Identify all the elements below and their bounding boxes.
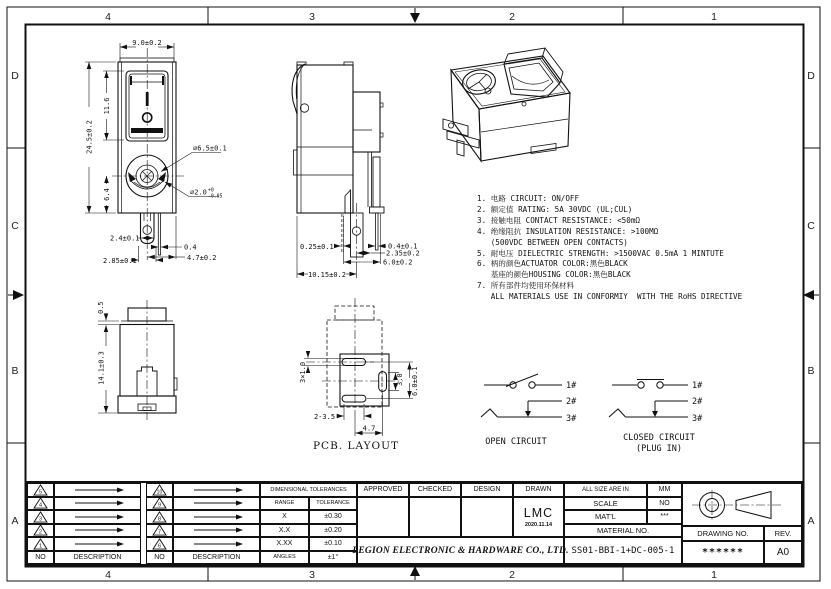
title-block [25, 481, 804, 566]
note-line: 4. 绝缘阻抗 INSULATION RESISTANCE: >100MΩ [477, 226, 659, 236]
company-name: LEGION ELECTRONIC & HARDWARE CO., LTD. [357, 537, 564, 564]
tolerance-value: ±0.10 [309, 537, 357, 551]
tolerances-title: DIMENSIONAL TOLERANCES [260, 483, 357, 497]
checked-header: CHECKED [409, 483, 461, 497]
checked-sign-cell [409, 497, 461, 538]
note-line: 2. 额定值 RATING: 5A 30VDC (UL;CUL) [477, 204, 633, 214]
revision-triangle-cell [146, 524, 173, 538]
zone-row: D [807, 70, 815, 82]
zone-row: B [807, 365, 815, 377]
projection-symbol-cell [682, 483, 802, 526]
front-view [118, 58, 176, 255]
revision-no: 2 [38, 529, 43, 536]
revision-desc-cell [54, 497, 141, 511]
material-no-label: MATERIAL NO. [564, 524, 682, 538]
revision-triangle-icon [33, 497, 48, 509]
dim-bottom-height: 14.1±0.3 [97, 351, 106, 385]
revision-no: 4 [38, 502, 43, 509]
dim-side-pin-off: 2.35±0.2 [386, 249, 420, 258]
terminal-label: 2# [692, 397, 703, 407]
zone-row: A [11, 515, 19, 527]
revision-no: 10 [156, 489, 163, 496]
dim-side-pin-t: 0.4±0.1 [388, 242, 418, 251]
terminal-label: 2# [566, 397, 577, 407]
pcb-label: PCB. LAYOUT [312, 440, 400, 452]
terminal-label: 3# [692, 414, 703, 424]
dim-front-pin-off: 4.7±0.2 [187, 254, 217, 262]
revision-no: 6 [157, 543, 162, 550]
revision-dash-arrow [190, 526, 244, 534]
note-line: 5. 耐电压 DIELECTRIC STRENGTH: >1500VAC 0.5mA 1 MINTUTE [477, 248, 724, 258]
zone-col: 1 [711, 11, 717, 23]
revision-triangle-cell [146, 483, 173, 497]
tolerance-value: ±0.20 [309, 524, 357, 538]
revision-triangle-icon [152, 538, 167, 550]
open-circuit-label: OPEN CIRCUIT [485, 437, 547, 447]
revision-no: 5 [38, 489, 43, 496]
dim-pcb-span-h: 4.7 [362, 424, 376, 433]
tolerance-range: X [260, 510, 309, 524]
revision-triangle-icon [33, 484, 48, 496]
revision-triangle-cell [27, 510, 54, 524]
bottom-view [118, 308, 177, 413]
zone-row: C [807, 220, 815, 232]
zone-col: 1 [711, 569, 717, 581]
zone-row: B [11, 365, 19, 377]
revision-dash-arrow [71, 499, 125, 507]
revision-desc-cell [173, 524, 260, 538]
revision-no-header: NO [146, 551, 173, 565]
size-unit: MM [647, 483, 682, 497]
zone-row: D [11, 70, 19, 82]
dim-pcb-slot-h: 3.0 [396, 373, 404, 386]
dim-pcb-span-v: 6.0±0.1 [411, 366, 419, 396]
material-no: SS01-BBI-1+DC-005-1 [564, 537, 682, 564]
closed-circuit-label: CLOSED CIRCUIT [623, 433, 695, 443]
zone-row: C [11, 220, 19, 232]
iso-view [443, 48, 570, 161]
dimensions [85, 43, 413, 436]
revision-triangle-icon [152, 524, 167, 536]
revision-no: 1 [38, 543, 43, 550]
circuit-texts [485, 381, 703, 454]
revision-triangle-icon [152, 511, 167, 523]
scale-label: SCALE [564, 497, 647, 511]
note-line: 3. 接触电阻 CONTACT RESISTANCE: <50mΩ [477, 215, 640, 225]
revision-triangle-icon [33, 511, 48, 523]
rev-value: A0 [764, 541, 802, 564]
revision-dash-arrow [190, 486, 244, 494]
zone-col: 4 [105, 11, 111, 23]
revision-dash-arrow [71, 526, 125, 534]
revision-triangle-cell [27, 483, 54, 497]
scale-value: NO [647, 497, 682, 511]
revision-desc-cell [173, 537, 260, 551]
drawing-no-value: ****** [682, 541, 764, 564]
revision-dash-arrow [71, 486, 125, 494]
closed-circuit-sublabel: (PLUG IN) [635, 444, 683, 454]
revision-triangle-icon [152, 497, 167, 509]
revision-dash-arrow [190, 540, 244, 548]
zone-col: 3 [309, 11, 315, 23]
dim-front-pin-w: 2.4±0.1 [110, 234, 140, 243]
dim-front-shaft-minus: -0.05 [208, 194, 223, 200]
revision-no-header: NO [27, 551, 54, 565]
revision-no: 7 [157, 529, 162, 536]
tolerances-tol-header: TOLERANCE [309, 497, 357, 511]
revision-desc-header: DESCRIPTION [173, 551, 260, 565]
revision-desc-header: DESCRIPTION [54, 551, 141, 565]
revision-triangle-cell [146, 537, 173, 551]
tolerance-value: ±0.30 [309, 510, 357, 524]
terminal-label: 1# [692, 381, 703, 391]
terminal-label: 1# [566, 381, 577, 391]
circuit-closed [609, 380, 688, 418]
notes-block [477, 194, 807, 303]
tolerances-angles-value: ±1° [309, 551, 357, 565]
revision-no: 8 [157, 516, 162, 523]
matl-label: MAT'L [564, 510, 647, 524]
drawn-sign-cell [513, 497, 564, 538]
dim-side-depth: 10.15±0.2 [308, 271, 346, 279]
revision-desc-cell [54, 524, 141, 538]
zone-col: 4 [105, 569, 111, 581]
revision-desc-cell [54, 483, 141, 497]
zone-col: 2 [509, 569, 515, 581]
approved-header: APPROVED [357, 483, 409, 497]
revision-desc-cell [173, 510, 260, 524]
revision-triangle-cell [27, 537, 54, 551]
revision-desc-cell [54, 510, 141, 524]
pcb-view [327, 306, 389, 407]
dim-front-collar: 6.4 [103, 188, 111, 201]
dim-front-shaft-plus: +0 [208, 188, 214, 194]
revision-dash-arrow [190, 513, 244, 521]
tolerances-angles-label: ANGLES [260, 551, 309, 565]
dim-front-hole: ⌀6.5±0.1 [193, 144, 227, 153]
drawn-name: LMC [523, 505, 554, 520]
dim-front-shaft: ⌀2.0 [190, 188, 207, 197]
tolerance-range: X.XX [260, 537, 309, 551]
dim-front-rocker: 11.6 [103, 97, 111, 115]
zone-row: A [807, 515, 815, 527]
zone-col: 3 [309, 569, 315, 581]
approved-sign-cell [357, 497, 409, 538]
revision-desc-cell [173, 497, 260, 511]
design-header: DESIGN [461, 483, 513, 497]
tolerance-range: X.X [260, 524, 309, 538]
revision-triangle-cell [27, 524, 54, 538]
revision-no: 3 [38, 516, 43, 523]
note-line: ALL MATERIALS USE IN CONFORMIY WITH THE RoHS DIRECTIVE [477, 292, 743, 302]
terminal-label: 3# [566, 414, 577, 424]
revision-dash-arrow [71, 513, 125, 521]
dim-front-height: 24.5±0.2 [85, 120, 94, 154]
note-line: 1. 电路 CIRCUIT: ON/OFF [477, 194, 580, 203]
dim-side-pin-span: 6.0±0.2 [383, 258, 413, 267]
dim-front-width: 9.0±0.2 [132, 39, 162, 47]
dim-front-pin-t: 0.4 [184, 243, 197, 252]
revision-desc-cell [173, 483, 260, 497]
dim-pcb-slot: 3×1.0 [299, 361, 307, 383]
dimension-texts [86, 39, 420, 433]
design-sign-cell [461, 497, 513, 538]
drawing-no-label: DRAWING NO. [682, 526, 764, 541]
dim-side-gap: 0.25±0.1 [300, 243, 334, 251]
note-line: (500VDC BETWEEN OPEN CONTACTS) [477, 237, 628, 247]
revision-dash-arrow [71, 540, 125, 548]
revision-desc-cell [54, 537, 141, 551]
dim-pcb-slots: 2-3.5 [314, 413, 336, 421]
revision-triangle-icon [33, 538, 48, 550]
revision-triangle-icon [33, 524, 48, 536]
drawn-header: DRAWN [513, 483, 564, 497]
revision-triangle-icon [152, 484, 167, 496]
revision-dash-arrow [190, 499, 244, 507]
size-label: ALL SIZE ARE IN [564, 483, 647, 497]
dim-front-pin-w2: 2.85±0.1 [103, 257, 137, 265]
rev-label: REV. [764, 526, 802, 541]
note-line: 7. 所有部件均使用环保材料 [477, 281, 575, 291]
revision-triangle-cell [146, 510, 173, 524]
note-line: 6. 柄的颜色ACTUATOR COLOR:黑色BLACK [477, 259, 628, 269]
matl-value: *** [647, 510, 682, 524]
revision-triangle-cell [146, 497, 173, 511]
revision-triangle-cell [27, 497, 54, 511]
dim-bottom-lip: 0.5 [97, 301, 105, 314]
drawn-date: 2020.11.14 [524, 521, 553, 528]
circuit-open [481, 374, 562, 417]
note-line: 基座的颜色HOUSING COLOR:黑色BLACK [477, 270, 631, 280]
side-view [292, 62, 384, 257]
tolerances-range-header: RANGE [260, 497, 309, 511]
zone-col: 2 [509, 11, 515, 23]
revision-no: 9 [157, 502, 162, 509]
